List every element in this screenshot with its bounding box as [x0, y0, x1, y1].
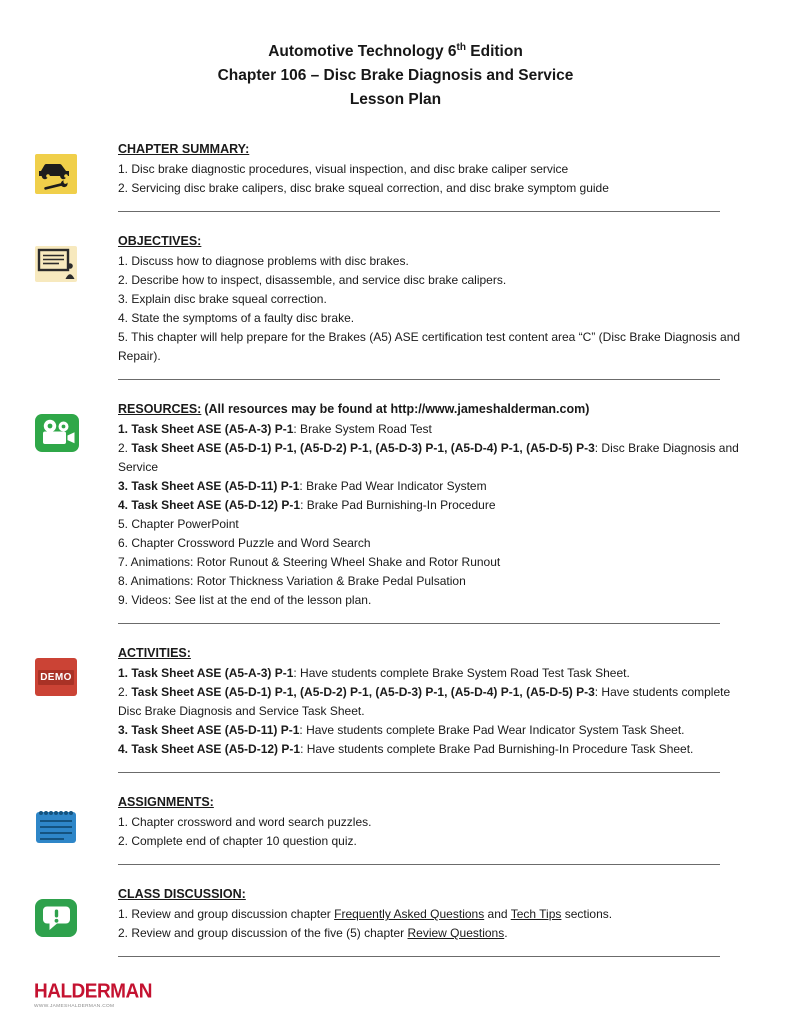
text-segment: 1. Chapter crossword and word search puzzles. [118, 815, 372, 830]
section-chapter-summary [0, 140, 791, 232]
icon-column [35, 644, 118, 793]
text-segment: 3. Task Sheet ASE (A5-D-11) P-1 [118, 479, 300, 494]
section-activities [0, 644, 791, 793]
halderman-logo-text: HALDERMAN [34, 980, 152, 1004]
section-items [118, 252, 748, 366]
text-segment: : Brake Pad Wear Indicator System [299, 479, 487, 494]
text-segment: and [484, 907, 511, 922]
list-item [118, 664, 748, 683]
list-item [118, 924, 748, 943]
section-class-discussion [0, 885, 791, 977]
text-segment: : Have students complete Brake System Road Test Task Sheet. [293, 666, 630, 681]
section-assignments [0, 793, 791, 885]
section-heading: OBJECTIVES: [118, 234, 202, 249]
text-segment: 1. Task Sheet ASE (A5-A-3) P-1 [118, 666, 294, 681]
list-item [118, 439, 748, 477]
list-item [118, 591, 748, 610]
halderman-logo [34, 980, 152, 1010]
text-segment: 2. Complete end of chapter 10 question quiz. [118, 834, 357, 849]
list-item [118, 813, 748, 832]
icon-column [35, 232, 118, 400]
section-divider [118, 623, 720, 624]
list-item [118, 252, 748, 271]
list-item [118, 721, 748, 740]
section-divider [118, 956, 720, 957]
link[interactable]: Tech Tips [510, 907, 562, 922]
text-segment: : Have students complete Brake Pad Wear Indicator System Task Sheet. [299, 723, 685, 738]
halderman-logo-subtext: WWW.JAMESHALDERMAN.COM [34, 1004, 115, 1009]
list-item [118, 420, 748, 439]
link[interactable]: Frequently Asked Questions [334, 907, 485, 922]
text-segment: 2. Describe how to inspect, disassemble, and service disc brake calipers. [118, 273, 507, 288]
footer [34, 980, 152, 1010]
section-items [118, 664, 748, 759]
text-segment: 5. Chapter PowerPoint [118, 517, 239, 532]
text-segment: 3. Task Sheet ASE (A5-D-11) P-1 [118, 723, 300, 738]
text-segment: : Have students complete Brake Pad Burnishing-In Procedure Task Sheet. [300, 742, 694, 757]
text-segment: 5. This chapter will help prepare for the Brakes (A5) ASE certification test content area “C” (Disc Brake Diagnosis and Repair). [118, 330, 741, 364]
text-segment: 2. Review and group discussion of the five (5) chapter [118, 926, 408, 941]
section-items [118, 905, 748, 943]
demo-icon [35, 658, 118, 696]
icon-column [35, 400, 118, 644]
doc-title-line3: Lesson Plan [349, 91, 442, 109]
icon-column [35, 885, 118, 977]
list-item [118, 534, 748, 553]
text-segment: 2. [118, 441, 132, 456]
text-segment: 4. State the symptoms of a faulty disc brake. [118, 311, 355, 326]
text-segment: 8. Animations: Rotor Thickness Variation & Brake Pedal Pulsation [118, 574, 466, 589]
list-item [118, 290, 748, 309]
demo-icon-label: DEMO [38, 670, 74, 685]
section-objectives [0, 232, 791, 400]
text-segment: : Disc Brake Diagnosis and Service [118, 441, 739, 475]
notebook-icon [35, 832, 77, 849]
title-block [0, 0, 791, 112]
list-item [118, 572, 748, 591]
list-item [118, 832, 748, 851]
text-segment: 9. Videos: See list at the end of the lesson plan. [118, 593, 372, 608]
text-segment: 2. [118, 685, 132, 700]
text-segment: 3. Explain disc brake squeal correction. [118, 292, 327, 307]
icon-column [35, 793, 118, 885]
text-segment: Task Sheet ASE (A5-D-1) P-1, (A5-D-2) P-1, (A5-D-3) P-1, (A5-D-4) P-1, (A5-D-5) P-3 [131, 685, 595, 700]
doc-title-line2: Chapter 106 – Disc Brake Diagnosis and Service [217, 67, 574, 85]
list-item [118, 309, 748, 328]
text-segment: 7. Animations: Rotor Runout & Steering Wheel Shake and Rotor Runout [118, 555, 501, 570]
section-items [118, 160, 748, 198]
text-segment: 1. Disc brake diagnostic procedures, visual inspection, and disc brake caliper service [118, 162, 569, 177]
text-segment: 1. Discuss how to diagnose problems with disc brakes. [118, 254, 409, 269]
text-segment: sections. [561, 907, 613, 922]
icon-column [35, 140, 118, 232]
section-heading: CLASS DISCUSSION: [118, 887, 246, 902]
section-divider [118, 211, 720, 212]
section-resources [0, 400, 791, 644]
section-divider [118, 379, 720, 380]
text-segment: Task Sheet ASE (A5-D-1) P-1, (A5-D-2) P-1, (A5-D-3) P-1, (A5-D-4) P-1, (A5-D-5) P-3 [131, 441, 595, 456]
section-heading: ACTIVITIES: [118, 646, 191, 661]
section-items [118, 420, 748, 610]
video-camera-icon [35, 439, 79, 456]
list-item [118, 683, 748, 721]
text-segment: : Have students complete Disc Brake Diagnosis and Service Task Sheet. [118, 685, 731, 719]
text-segment: 4. Task Sheet ASE (A5-D-12) P-1 [118, 498, 301, 513]
text-segment: 4. Task Sheet ASE (A5-D-12) P-1 [118, 742, 301, 757]
list-item [118, 160, 748, 179]
section-divider [118, 864, 720, 865]
text-segment: 2. Servicing disc brake calipers, disc brake squeal correction, and disc brake symptom guide [118, 181, 609, 196]
list-item [118, 515, 748, 534]
list-item [118, 553, 748, 572]
presentation-board-icon [35, 269, 77, 286]
text-segment: 6. Chapter Crossword Puzzle and Word Search [118, 536, 371, 551]
text-segment: : Brake System Road Test [293, 422, 432, 437]
list-item [118, 496, 748, 515]
section-heading: ASSIGNMENTS: [118, 795, 214, 810]
list-item [118, 328, 748, 366]
text-segment: 1. Review and group discussion chapter [118, 907, 335, 922]
car-service-icon [35, 181, 77, 198]
section-divider [118, 772, 720, 773]
link[interactable]: Review Questions [407, 926, 505, 941]
list-item [118, 271, 748, 290]
list-item [118, 905, 748, 924]
doc-title-line1: Automotive Technology 6th Edition [268, 42, 523, 61]
list-item [118, 477, 748, 496]
section-items [118, 813, 748, 851]
list-item [118, 179, 748, 198]
section-heading: CHAPTER SUMMARY: [118, 142, 250, 157]
document-body [0, 140, 791, 977]
text-segment: 1. Task Sheet ASE (A5-A-3) P-1 [118, 422, 294, 437]
list-item [118, 740, 748, 759]
discussion-icon [35, 924, 77, 941]
section-heading: RESOURCES: (All resources may be found at http://www.jameshalderman.com) [118, 402, 590, 417]
text-segment: . [504, 926, 508, 941]
text-segment: : Brake Pad Burnishing-In Procedure [300, 498, 496, 513]
